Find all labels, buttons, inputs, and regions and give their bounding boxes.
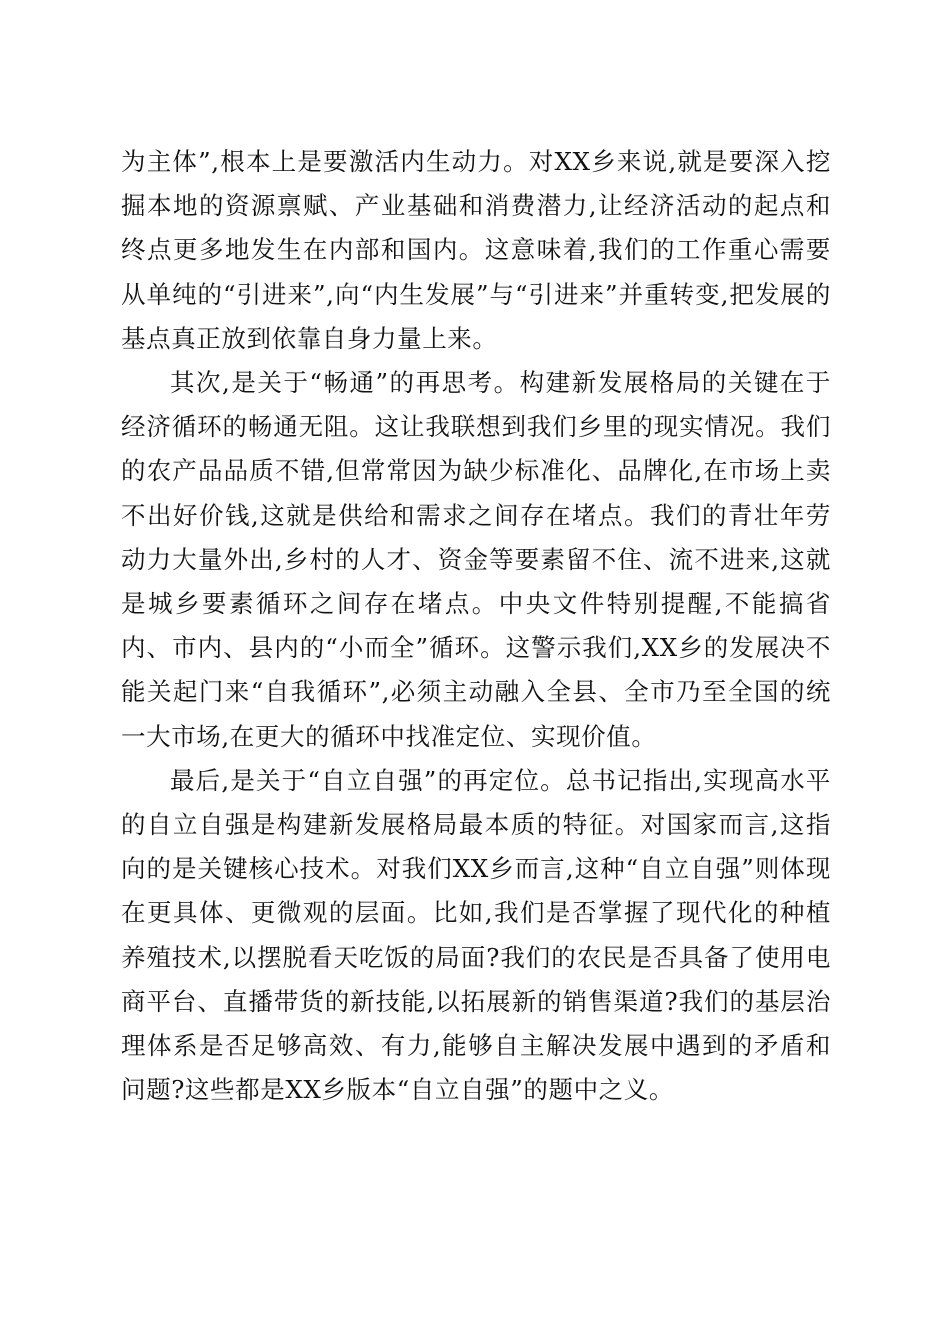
paragraph-smooth-circulation: 其次,是关于“畅通”的再思考。构建新发展格局的关键在于经济循环的畅通无阻。这让我联想到我们乡里的现实情况。我们的农产品品质不错,但常常因为缺少标准化、品牌化,在市场上卖不出好价钱,这就是供给和需求之间存在堵点。我们的青壮年劳动力大量外出,乡村的人才、资金等要素留不住、流不进来,这就是城乡要素循环之间存在堵点。中央文件特别提醒,不能搞省内、市内、县内的“小而全”循环。这警示我们,XX乡的发展决不能关起门来“自我循环”,必须主动融入全县、全市乃至全国的统一大市场,在更大的循环中找准定位、实现价值。 [121,368,831,751]
paragraph-continuation: 为主体”,根本上是要激活内生动力。对XX乡来说,就是要深入挖掘本地的资源禀赋、产业基础和消费潜力,让经济活动的起点和终点更多地发生在内部和国内。这意味着,我们的工作重心需要从单纯的“引进来”,向“内生发展”与“引进来”并重转变,把发展的基点真正放到依靠自身力量上来。 [121,147,831,353]
document-body [121,140,831,1112]
paragraph-self-reliance: 最后,是关于“自立自强”的再定位。总书记指出,实现高水平的自立自强是构建新发展格局最本质的特征。对国家而言,这指向的是关键核心技术。对我们XX乡而言,这种“自立自强”则体现在更具体、更微观的层面。比如,我们是否掌握了现代化的种植养殖技术,以摆脱看天吃饭的局面?我们的农民是否具备了使用电商平台、直播带货的新技能,以拓展新的销售渠道?我们的基层治理体系是否足够高效、有力,能够自主解决发展中遇到的矛盾和问题?这些都是XX乡版本“自立自强”的题中之义。 [121,765,831,1105]
